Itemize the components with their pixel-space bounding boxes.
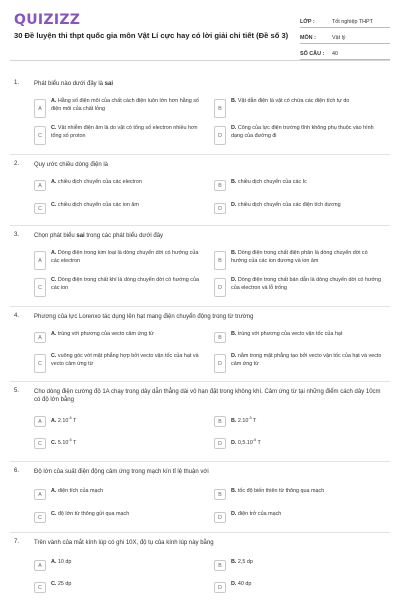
option-b[interactable] [214,559,382,571]
option-b[interactable] [214,179,382,191]
option-value: 5.10 [57,439,69,446]
option-text [51,559,71,567]
option-text [51,331,154,339]
option-body: 25 dp [57,581,72,587]
option-body: Dòng điện trong chất điện phân là dòng chuyển dời có hướng của các ion dương và ion âm [231,250,368,264]
option-body: Hằng số điện môi của chất cách điện luôn lớn hơn hằng số điện môi của chất lỏng [51,98,199,112]
option-text [231,125,382,140]
option-text [231,581,251,589]
option-text [51,125,202,140]
question-text-part: Phát biểu nào dưới đây là [34,81,105,87]
question-number: 7. [14,539,20,545]
option-d[interactable] [214,581,382,593]
option-key: C. [51,125,57,131]
quizizz-logo: QUIZIZZ [14,12,81,28]
option-letter-badge[interactable]: A [34,251,46,270]
option-letter-badge[interactable]: B [214,99,226,118]
option-c[interactable] [34,581,202,593]
option-letter-badge[interactable]: B [214,332,226,343]
option-d[interactable] [214,353,382,373]
option-a[interactable] [34,331,202,343]
question-text-part: Phương của lực Lorenxo tác dụng lên hạt mang điện chuyển động trong từ trường [34,314,254,320]
option-body: chiều dịch chuyển của các Ic [237,179,307,185]
option-body: diện tích của mạch [57,488,104,494]
option-key: A. [51,250,57,256]
option-body: độ lớn từ thông gửi qua mạch [57,511,130,517]
option-letter-badge[interactable]: A [34,332,46,343]
option-a[interactable] [34,415,202,427]
option-d[interactable] [214,511,382,523]
option-letter-badge[interactable]: B [214,180,226,191]
option-text [231,488,324,496]
option-body: trùng với phương của vecto cảm ứng từ [57,331,154,337]
question-text [34,232,384,240]
option-key: D. [231,439,237,446]
option-body: 2,5 dp [237,559,253,565]
option-a[interactable] [34,488,202,500]
option-body: tốc độ biến thiên từ thông qua mạch [237,488,325,494]
question-text [34,313,384,321]
question-text-part: Độ lớn của suất điện động cảm ứng trong mạch kín tỉ lệ thuận với [34,469,209,475]
option-text [51,511,129,519]
option-key: B. [231,488,237,494]
question-text [34,161,384,169]
question-text-emphasis: sai [104,81,114,87]
option-key: D. [231,581,237,587]
option-letter-badge[interactable]: A [34,489,46,500]
meta-row-class [300,12,390,28]
option-body: chiều dịch chuyển của các electron [57,179,142,185]
question-number: 4. [14,313,20,319]
question-text [34,539,384,547]
option-text [231,511,281,519]
option-b[interactable] [214,331,382,343]
option-text [231,437,261,447]
meta-label: SỐ CÂU : [300,51,325,57]
option-text [231,202,341,210]
option-c[interactable] [34,437,202,449]
option-text [51,437,76,447]
option-text [51,353,202,368]
option-body: 10 dp [57,559,72,565]
option-body: 40 dp [237,581,252,587]
question-text-part: Cho dòng điện cường độ 1A chạy trong dây dẫn thẳng dài vô hạn đặt trong không khí. Cảm ứng từ tại những điểm cách dây 10cm có độ lớn bằng [34,389,381,404]
option-letter-badge[interactable]: B [214,251,226,270]
option-body: chiều dịch chuyển của các điện tích dương [237,202,341,208]
option-letter-badge[interactable]: D [214,278,226,297]
header-divider [10,60,390,61]
option-body: điện trở của mạch [237,511,282,517]
option-c[interactable] [34,353,202,373]
option-key: B. [231,559,237,565]
meta-value: Vật lý [332,35,346,41]
option-d[interactable] [214,125,382,145]
option-letter-badge[interactable]: D [214,203,226,214]
option-body: Dòng điện trong kim loại là dòng chuyển dời có hướng của các electron [51,250,199,264]
option-text [51,277,202,292]
option-key: D. [231,125,237,131]
option-letter-badge[interactable]: B [214,416,226,427]
option-a[interactable] [34,179,202,191]
question-number: 3. [14,232,20,238]
option-letter-badge[interactable]: A [34,416,46,427]
option-letter-badge[interactable]: A [34,560,46,571]
option-text [231,415,256,425]
question-text-emphasis: sai [76,233,85,239]
option-key: D. [231,202,237,208]
meta-label: LỚP : [300,19,315,25]
option-key: B. [231,250,237,256]
option-text [51,415,76,425]
option-key: B. [231,417,237,424]
option-key: B. [231,331,237,337]
question-divider [10,225,390,226]
option-key: D. [231,353,237,359]
option-letter-badge[interactable]: C [34,512,46,523]
option-letter-badge[interactable]: D [214,438,226,449]
question-text-part: trong các phát biểu dưới đây [84,233,164,239]
option-letter-badge[interactable]: C [34,203,46,214]
option-body: Công của lực điện trường tĩnh không phụ thuộc vào hình dạng của đường đi [231,125,374,139]
option-unit: T [73,417,77,424]
question-text [34,468,384,476]
option-unit: T [257,439,261,446]
question-divider [10,381,390,382]
option-c[interactable] [34,202,202,214]
option-letter-badge[interactable]: C [34,354,46,373]
question-number: 6. [14,468,20,474]
option-body: vuông góc với mặt phẳng hợp bởi vecto vận tốc của hạt và vecto cảm ứng từ [51,353,199,367]
question-divider [10,154,390,155]
option-letter-badge[interactable]: D [214,582,226,593]
question-text [34,80,384,88]
option-c[interactable] [34,277,202,297]
option-text [231,277,382,292]
meta-value: Tốt nghiệp THPT [332,19,373,25]
option-letter-badge[interactable]: D [214,126,226,145]
option-body: Vật nhiễm điện âm là do vật có tổng số electron nhiều hơn tổng số proton [51,125,198,139]
option-key: A. [51,98,57,104]
option-text [51,581,71,589]
option-key: D. [231,511,237,517]
option-b[interactable] [214,488,382,500]
option-body: Dòng điện trong chất bán dẫn là dòng chuyển dời có hướng của electron và lỗ trống [231,277,382,291]
option-letter-badge[interactable]: C [34,278,46,297]
option-letter-badge[interactable]: D [214,354,226,373]
option-text [51,488,103,496]
question-divider [10,306,390,307]
option-key: C. [51,439,57,446]
option-unit: T [73,439,77,446]
option-letter-badge[interactable]: B [214,489,226,500]
option-body: Vật dẫn điện là vật có chứa các điện tích tự do [237,98,350,104]
option-letter-badge[interactable]: C [34,126,46,145]
meta-row-question-count [300,44,390,60]
option-text [231,179,307,187]
question-text-part: Chọn phát biểu [34,233,77,239]
option-text [51,250,202,265]
option-a[interactable] [34,559,202,571]
option-key: C. [51,511,57,517]
option-key: A. [51,488,57,494]
option-b[interactable] [214,98,382,118]
option-a[interactable] [34,98,202,118]
option-body: Dòng điện trong chất khí là dòng chuyển dời có hướng của các ion [51,277,199,291]
option-value: 0,5.10 [237,439,253,446]
option-letter-badge[interactable]: C [34,582,46,593]
option-exponent: -6 [68,416,72,420]
option-unit: T [253,417,257,424]
option-text [51,202,139,210]
option-text [231,98,349,106]
option-key: A. [51,559,57,565]
option-letter-badge[interactable]: D [214,512,226,523]
option-c[interactable] [34,125,202,145]
worksheet-title: 30 Đề luyện thi thpt quốc gia môn Vật Lí cực hay có lời giải chi tiết (Đề số 3) [14,31,289,40]
worksheet-meta [300,12,390,60]
question-text [34,388,384,404]
option-body: nằm trong mặt phẳng tạo bởi vecto vận tốc của hạt và vecto cảm ứng từ [231,353,382,367]
option-value: 2.10 [57,417,69,424]
question-number: 5. [14,388,20,394]
question-text-part: Quy ước chiều dòng điện là [34,162,108,168]
option-letter-badge[interactable]: A [34,180,46,191]
option-c[interactable] [34,511,202,523]
option-exponent: -6 [252,438,257,442]
option-key: A. [51,331,57,337]
option-body: trùng với phương của vecto vận tốc của hạt [237,331,343,337]
option-letter-badge[interactable]: C [34,438,46,449]
option-letter-badge[interactable]: B [214,560,226,571]
option-a[interactable] [34,250,202,270]
question-number: 2. [14,161,20,167]
option-text [51,98,202,113]
option-value: 2.10 [237,417,249,424]
question-divider [10,532,390,533]
option-text [231,353,382,368]
option-key: A. [51,417,57,424]
option-key: D. [231,277,237,283]
question-number: 1. [14,80,20,86]
meta-value: 40 [332,51,338,57]
option-text [231,559,253,567]
option-d[interactable] [214,437,382,449]
option-key: B. [231,98,237,104]
option-key: C. [51,353,57,359]
option-key: B. [231,179,237,185]
meta-row-subject [300,28,390,44]
option-b[interactable] [214,250,382,270]
option-exponent: -6 [68,438,72,442]
option-key: C. [51,581,57,587]
option-d[interactable] [214,202,382,214]
meta-label: MÔN : [300,35,316,41]
option-text [231,331,342,339]
option-text [231,250,382,265]
option-text [51,179,142,187]
option-letter-badge[interactable]: A [34,99,46,118]
question-text-part: Trên vành của mắt kính lúp có ghi 10X, độ tụ của kính lúp này bằng [34,540,214,546]
option-d[interactable] [214,277,382,297]
option-key: A. [51,179,57,185]
option-exponent: -5 [248,416,252,420]
option-body: chiều dịch chuyển của các ion âm [57,202,139,208]
option-key: C. [51,202,57,208]
option-b[interactable] [214,415,382,427]
option-key: C. [51,277,57,283]
question-divider [10,461,390,462]
